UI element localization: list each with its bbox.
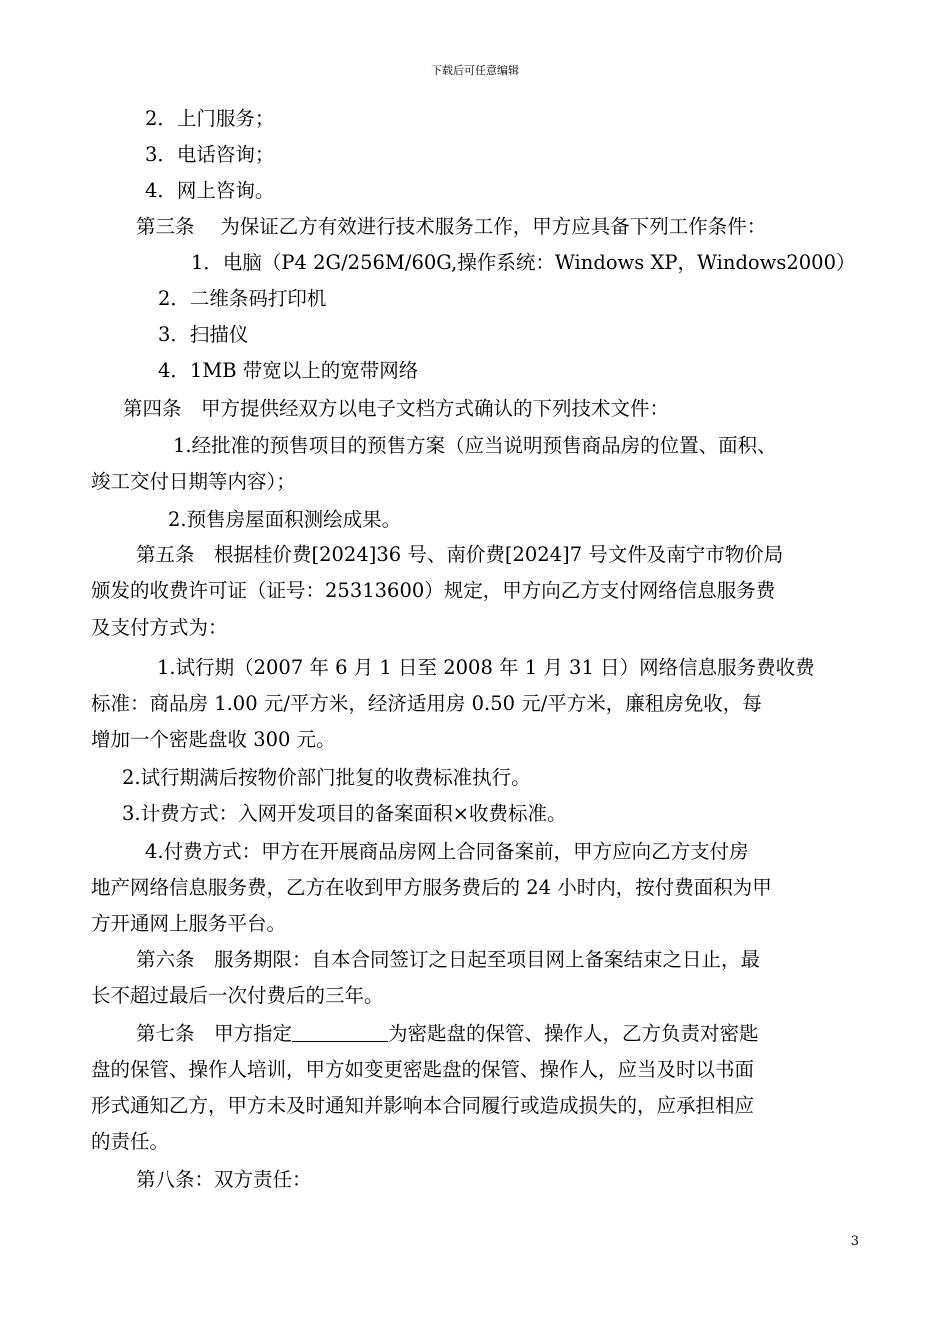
clause-7-line-2: 盘的保管、操作人培训，甲方如变更密匙盘的保管、操作人，应当及时以书面 (91, 1058, 755, 1081)
clause-4-item-2: 2.预售房屋面积测绘成果。 (168, 508, 402, 531)
clause-3-item-printer: 2．二维条码打印机 (158, 287, 327, 310)
clause-4-item-1-line-2: 竣工交付日期等内容）； (91, 470, 296, 493)
clause-4-heading: 第四条 甲方提供经双方以电子文档方式确认的下列技术文件： (123, 397, 670, 420)
clause-7-prefix: 第七条 甲方指定 (136, 1022, 293, 1045)
clause-5-item-1-line-3: 增加一个密匙盘收 300 元。 (91, 728, 336, 751)
clause-6-line-1: 第六条 服务期限：自本合同签订之日起至项目网上备案结束之日止，最 (136, 948, 761, 971)
clause-4-item-1-line-1: 1.经批准的预售项目的预售方案（应当说明预售商品房的位置、面积、 (173, 434, 777, 457)
designee-blank-underline[interactable] (292, 1021, 388, 1042)
clause-5-line-3: 及支付方式为： (91, 616, 228, 639)
clause-6-line-2: 长不超过最后一次付费后的三年。 (91, 984, 384, 1007)
clause-5-line-1: 第五条 根据桂价费[2024]36 号、南价费[2024]7 号文件及南宁市物价局 (136, 543, 784, 566)
clause-5-item-1-line-2: 标准：商品房 1.00 元/平方米，经济适用房 0.50 元/平方米，廉租房免收，每 (91, 692, 762, 715)
item-phone-consult: 3．电话咨询； (145, 143, 275, 166)
clause-5-line-2: 颁发的收费许可证（证号：25313600）规定，甲方向乙方支付网络信息服务费 (91, 579, 776, 602)
clause-3-heading: 第三条 为保证乙方有效进行技术服务工作，甲方应具备下列工作条件： (136, 215, 767, 238)
clause-7-suffix: 为密匙盘的保管、操作人，乙方负责对密匙 (388, 1022, 759, 1045)
item-online-consult: 4．网上咨询。 (145, 179, 275, 202)
clause-7-line-1 (136, 1020, 759, 1048)
clause-7-line-4: 的责任。 (91, 1130, 170, 1153)
clause-5-item-4-line-2: 地产网络信息服务费，乙方在收到甲方服务费后的 24 小时内，按付费面积为甲 (91, 876, 772, 899)
clause-7-line-3: 形式通知乙方，甲方未及时通知并影响本合同履行或造成损失的，应承担相应 (91, 1094, 755, 1117)
clause-5-item-4-line-3: 方开通网上服务平台。 (91, 912, 287, 935)
page-header-note: 下载后可任意编辑 (431, 64, 519, 77)
clause-3-item-scanner: 3．扫描仪 (158, 323, 249, 346)
clause-5-item-4-line-1: 4.付费方式：甲方在开展商品房网上合同备案前，甲方应向乙方支付房 (145, 840, 749, 863)
clause-3-item-computer: 1．电脑（P4 2G/256M/60G,操作系统：Windows XP，Windows2000） (191, 251, 856, 274)
clause-5-item-2: 2.试行期满后按物价部门批复的收费标准执行。 (122, 766, 531, 789)
clause-5-item-1-line-1: 1.试行期（2007 年 6 月 1 日至 2008 年 1 月 31 日）网络信息服务费收费 (157, 656, 815, 679)
clause-8-heading: 第八条：双方责任： (136, 1168, 312, 1191)
item-onsite-service: 2．上门服务； (145, 107, 275, 130)
clause-5-item-3: 3.计费方式：入网开发项目的备案面积×收费标准。 (122, 802, 567, 825)
page-number: 3 (850, 1234, 859, 1249)
clause-3-item-network: 4．1MB 带宽以上的宽带网络 (158, 359, 419, 382)
